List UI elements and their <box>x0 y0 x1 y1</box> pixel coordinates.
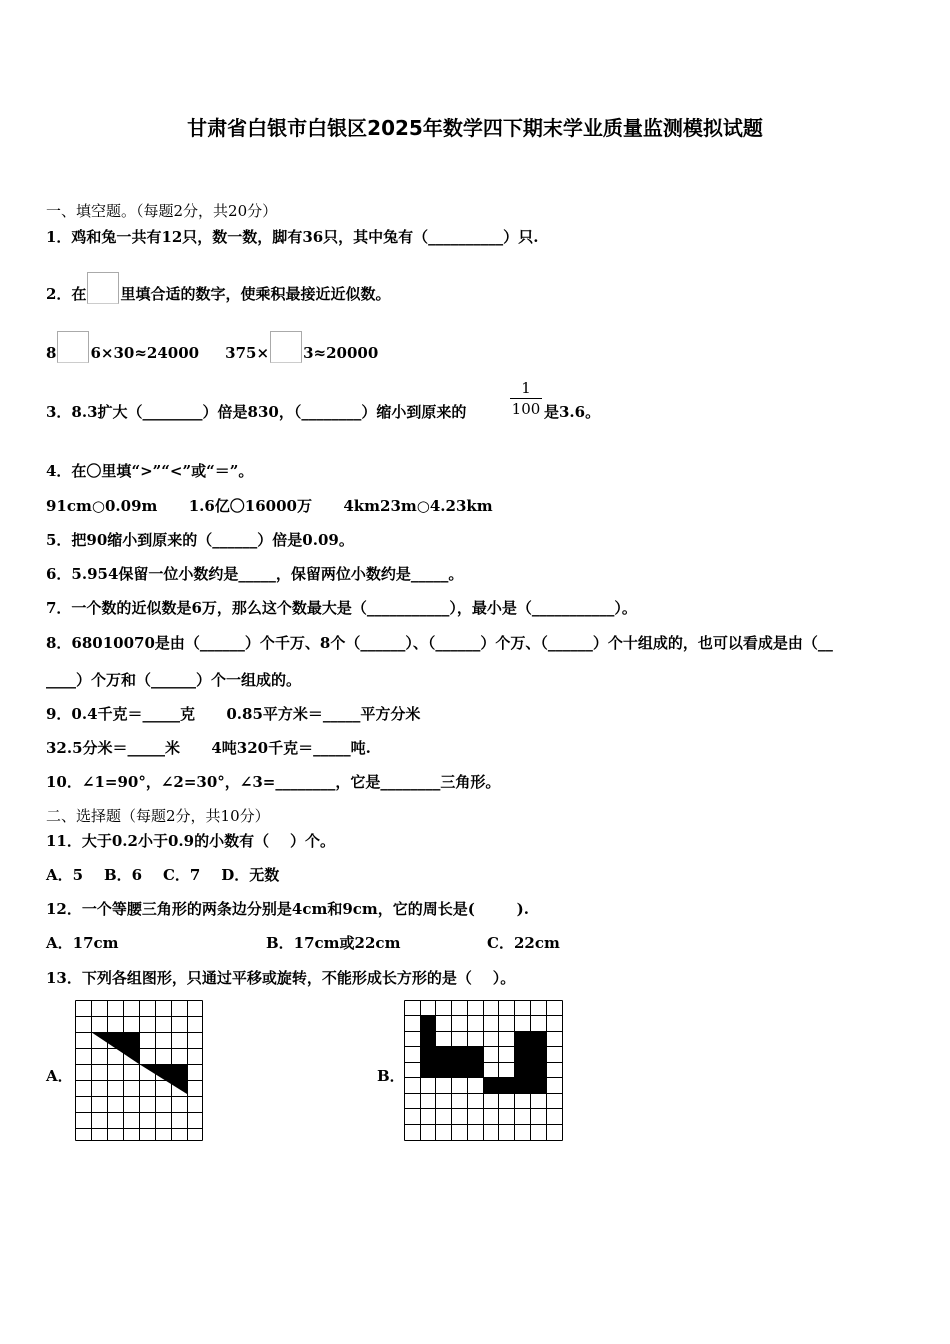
question-2 <box>46 272 390 304</box>
q12-option-c[interactable]: C．22cm <box>487 934 560 952</box>
answer-box[interactable] <box>270 331 302 363</box>
fraction-numerator: 1 <box>510 378 542 399</box>
question-8-line-1: 8．68010070是由（______）个千万、8个（______）、（______）个万、（______）个十组成的，也可以看成是由（__ <box>46 634 833 652</box>
question-12: 12．一个等腰三角形的两条边分别是4cm和9cm，它的周长是( ). <box>46 900 529 918</box>
q13-option-a-label[interactable]: A． <box>46 1067 73 1085</box>
q2-item-c: 3≈20000 <box>303 344 379 362</box>
q3-text-b: 是3.6。 <box>544 403 601 421</box>
fraction <box>510 378 542 419</box>
question-4: 4．在〇里填“>”“<”或“＝”。 <box>46 462 254 480</box>
q2-text-a: 2．在 <box>46 285 87 303</box>
question-4-items: 91cm○0.09m 1.6亿〇16000万 4km23m○4.23km <box>46 497 493 515</box>
q13-option-b-label[interactable]: B． <box>377 1067 405 1085</box>
page-title: 甘肃省白银市白银区2025年数学四下期末学业质量监测模拟试题 <box>187 116 763 140</box>
grid-figure-a <box>75 1000 203 1141</box>
section-heading-1: 一、填空题。（每题2分，共20分） <box>46 202 278 220</box>
question-3 <box>46 402 466 422</box>
question-2-items <box>46 331 378 363</box>
question-5: 5．把90缩小到原来的（______）倍是0.09。 <box>46 531 354 549</box>
question-13: 13．下列各组图形，只通过平移或旋转，不能形成长方形的是（ ）。 <box>46 969 516 987</box>
triangle-shape <box>139 1064 187 1094</box>
question-7: 7．一个数的近似数是6万，那么这个数最大是（___________），最小是（___________）。 <box>46 599 637 617</box>
question-8-line-2: ____）个万和（______）个一组成的。 <box>46 671 302 689</box>
q12-option-b[interactable]: B．17cm或22cm <box>266 934 401 952</box>
q2-text-b: 里填合适的数字，使乘积最接近近似数。 <box>120 285 391 303</box>
question-9-line-2: 32.5分米＝_____米 4吨320千克＝_____吨. <box>46 739 371 757</box>
answer-box[interactable] <box>57 331 89 363</box>
question-11: 11．大于0.2小于0.9的小数有（ ）个。 <box>46 832 335 850</box>
question-6: 6．5.954保留一位小数约是_____，保留两位小数约是_____。 <box>46 565 464 583</box>
grid-figure-b <box>404 1000 563 1141</box>
answer-box[interactable] <box>87 272 119 304</box>
fraction-denominator: 100 <box>511 400 541 418</box>
question-11-options: A．5 B．6 C．7 D．无数 <box>46 866 280 884</box>
q3-text-a: 3．8.3扩大（________）倍是830，（________）缩小到原来的 <box>46 403 467 421</box>
question-1: 1．鸡和兔一共有12只，数一数，脚有36只，其中兔有（__________）只. <box>46 228 539 246</box>
q2-item-a: 8 <box>46 344 57 362</box>
q2-item-b: 6×30≈24000 375× <box>90 344 270 362</box>
q12-option-a[interactable]: A．17cm <box>46 934 119 952</box>
question-9-line-1: 9．0.4千克＝_____克 0.85平方米＝_____平方分米 <box>46 705 421 723</box>
question-10: 10．∠1=90°，∠2=30°，∠3=________，它是________三角形。 <box>46 773 501 791</box>
section-heading-2: 二、选择题（每题2分，共10分） <box>46 807 270 825</box>
